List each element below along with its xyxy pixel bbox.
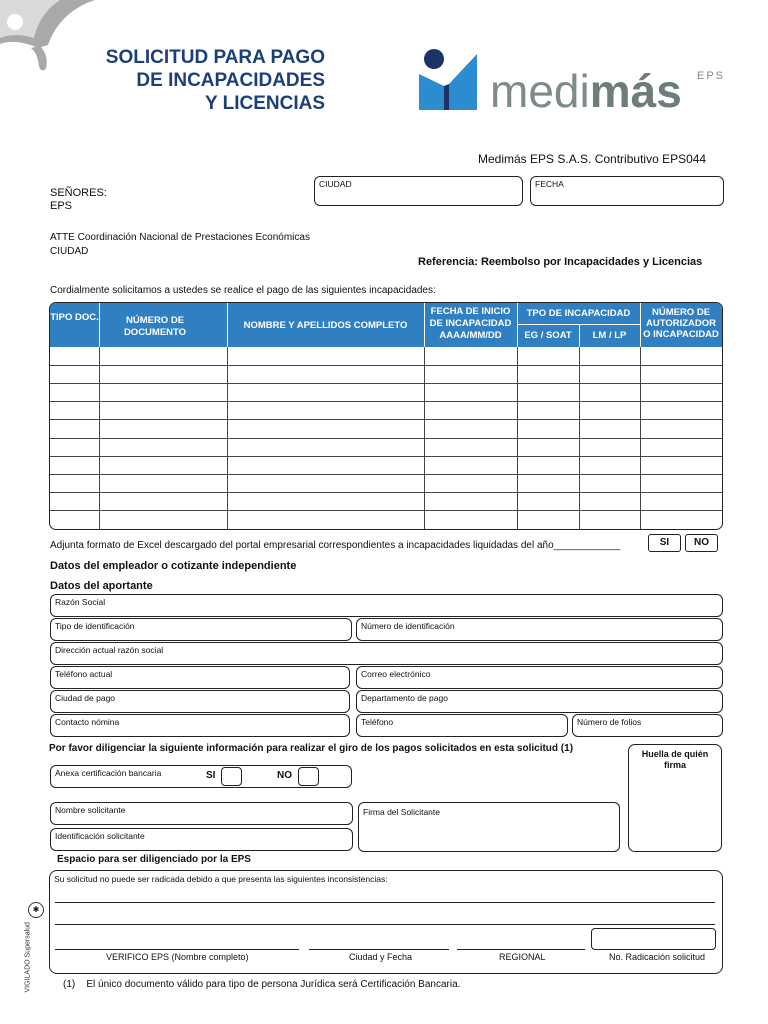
- table-row: [50, 456, 722, 457]
- telefono-field[interactable]: [356, 714, 568, 737]
- th-numero-documento: NÚMERO DE DOCUMENTO: [123, 315, 187, 338]
- ciudad-pago-label: Ciudad de pago: [55, 693, 116, 703]
- th-nombre: NOMBRE Y APELLIDOS COMPLETO: [243, 320, 408, 331]
- th-fecha-2: DE INCAPACIDAD: [429, 318, 512, 329]
- th-fecha-1: FECHA DE INICIO: [430, 306, 511, 317]
- departamento-pago-field[interactable]: [356, 690, 723, 713]
- atte-line: ATTE Coordinación Nacional de Prestaciones Económicas: [50, 232, 310, 243]
- logo-eps: EPS: [697, 70, 726, 82]
- verifico-label: VERIFICO EPS (Nombre completo): [106, 952, 249, 962]
- regional-line[interactable]: [457, 949, 585, 950]
- anexa-si-checkbox[interactable]: [221, 767, 242, 786]
- anexa-no-label: NO: [277, 770, 292, 781]
- table-row: [50, 474, 722, 475]
- contacto-nomina-field[interactable]: [50, 714, 350, 737]
- telefono-actual-label: Teléfono actual: [55, 669, 113, 679]
- ciudad-fecha-line[interactable]: [309, 949, 449, 950]
- razon-social-field[interactable]: [50, 594, 723, 617]
- firma-solicitante-label: Firma del Solicitante: [363, 807, 441, 817]
- radicacion-field[interactable]: [591, 928, 716, 950]
- city-field[interactable]: [314, 176, 523, 206]
- addressee-line-1: SEÑORES:: [50, 187, 107, 199]
- th-tipo-incapacidad: TPO DE INCAPACIDAD: [526, 308, 631, 319]
- anexa-label: Anexa certificación bancaria: [55, 768, 162, 778]
- employer-heading: Datos del empleador o cotizante independiente: [50, 560, 297, 572]
- date-field-label: FECHA: [535, 179, 564, 189]
- inconsistencia-line-2[interactable]: [55, 924, 715, 925]
- th-numero-autorizador: [640, 307, 722, 340]
- table-row: [50, 401, 722, 402]
- nombre-solicitante-label: Nombre solicitante: [55, 805, 126, 815]
- numero-folios-field[interactable]: [572, 714, 723, 737]
- medimas-logo-icon: [416, 46, 480, 112]
- logo-bold: más: [589, 65, 682, 117]
- telefono-actual-field[interactable]: [50, 666, 350, 689]
- logo-wordmark: [490, 65, 682, 117]
- payment-instruction: Por favor diligenciar la siguiente información para realizar el giro de los pagos solicitados en esta solicitud (1): [49, 743, 574, 754]
- correo-field[interactable]: [356, 666, 723, 689]
- regional-label: REGIONAL: [499, 952, 546, 962]
- th-fecha-3: AAAA/MM/DD: [439, 330, 502, 341]
- verifico-line[interactable]: [55, 949, 299, 950]
- inconsistencias-label: Su solicitud no puede ser radicada debido a que presenta las siguientes inconsistencias:: [54, 874, 388, 884]
- huella-box[interactable]: [628, 744, 722, 852]
- tipo-identificacion-label: Tipo de identificación: [55, 621, 135, 631]
- document-title: [60, 46, 325, 115]
- anexa-si-label: SI: [206, 770, 216, 781]
- th-fecha-inicio: [424, 306, 517, 342]
- direccion-label: Dirección actual razón social: [55, 645, 164, 655]
- numero-folios-label: Número de folios: [577, 717, 642, 727]
- reference-line: Referencia: Reembolso por Incapacidades y Licencias: [418, 256, 703, 268]
- footnote: (1) El único documento válido para tipo de persona Jurídica será Certificación Bancaria.: [63, 979, 461, 990]
- addressee-line-2: EPS: [50, 200, 73, 212]
- eps-section-heading: Espacio para ser diligenciado por la EPS: [57, 854, 251, 865]
- numero-identificacion-field[interactable]: [356, 618, 723, 641]
- th-tipo-doc: TIPO DOC.: [50, 312, 99, 323]
- supersalud-mark: VIGILADO Supersalud: [24, 922, 32, 993]
- direccion-field[interactable]: [50, 642, 723, 665]
- title-line-1: SOLICITUD PARA PAGO: [105, 47, 325, 68]
- identificacion-solicitante-label: Identificación solicitante: [55, 831, 145, 841]
- anexa-no-checkbox[interactable]: [298, 767, 319, 786]
- city-field-label: CIUDAD: [319, 179, 352, 189]
- razon-social-label: Razón Social: [55, 597, 106, 607]
- logo-regular: medi: [490, 65, 590, 117]
- supersalud-icon: ✱: [28, 902, 44, 918]
- table-row: [50, 438, 722, 439]
- th-eg-soat: EG / SOAT: [524, 330, 572, 341]
- telefono-label: Teléfono: [361, 717, 394, 727]
- ciudad-fecha-label: Ciudad y Fecha: [349, 952, 413, 962]
- numero-identificacion-label: Número de identificación: [361, 621, 455, 631]
- table-row: [50, 510, 722, 511]
- table-row: [50, 492, 722, 493]
- excel-statement: Adjunta formato de Excel descargado del portal empresarial correspondientes a incapacidades liquidadas del año____________: [50, 540, 621, 551]
- th-lm-lp: LM / LP: [592, 330, 627, 341]
- th-aut-3: O INCAPACIDAD: [643, 329, 719, 340]
- excel-no-option[interactable]: NO: [685, 534, 718, 552]
- table-row: [50, 383, 722, 384]
- contacto-nomina-label: Contacto nómina: [55, 717, 120, 727]
- ciudad-pago-field[interactable]: [50, 690, 350, 713]
- city-line: CIUDAD: [50, 246, 89, 257]
- date-field[interactable]: [530, 176, 724, 206]
- departamento-pago-label: Departamento de pago: [361, 693, 448, 703]
- table-row: [50, 365, 722, 366]
- correo-label: Correo electrónico: [361, 669, 431, 679]
- intro-line: Cordialmente solicitamos a ustedes se realice el pago de las siguientes incapacidades:: [50, 285, 436, 296]
- tipo-identificacion-field[interactable]: [50, 618, 352, 641]
- th-aut-2: AUTORIZADOR: [645, 318, 717, 329]
- identificacion-solicitante-field[interactable]: [50, 828, 353, 851]
- title-line-3: Y LICENCIAS: [204, 93, 325, 114]
- excel-si-option[interactable]: SI: [648, 534, 681, 552]
- huella-label: Huella de quién firma: [641, 749, 709, 770]
- firma-solicitante-field[interactable]: [358, 802, 620, 852]
- radicacion-label: No. Radicación solicitud: [609, 952, 706, 962]
- table-row: [50, 419, 722, 420]
- th-aut-1: NÚMERO DE: [651, 307, 711, 318]
- nombre-solicitante-field[interactable]: [50, 802, 353, 825]
- company-line: Medimás EPS S.A.S. Contributivo EPS044: [478, 152, 707, 166]
- title-line-2: DE INCAPACIDADES: [136, 70, 325, 91]
- contributor-heading: Datos del aportante: [50, 580, 153, 592]
- incapacity-table: [49, 302, 723, 530]
- inconsistencia-line-1[interactable]: [55, 902, 715, 903]
